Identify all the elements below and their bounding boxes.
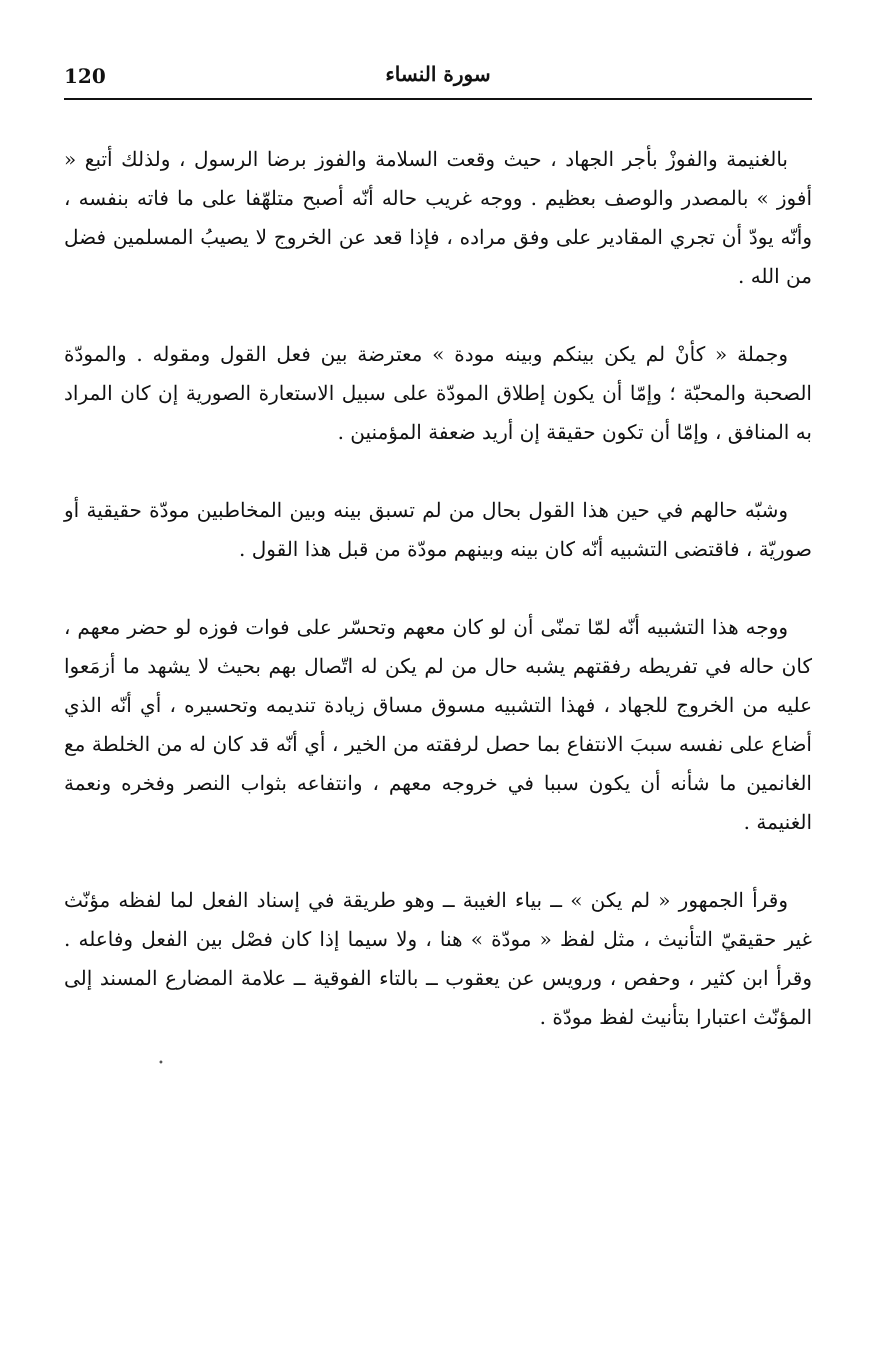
running-title: سورة النساء <box>385 62 491 86</box>
paragraph-3: وشبّه حالهم في حين هذا القول بحال من لم تسبق بينه وبين المخاطبين مودّة حقيقية أو صوريّة ، فاقتضى التشبيه أنّه كان بينه وبينهم مودّة من قبل هذا القول . <box>64 498 812 561</box>
page-header <box>64 58 812 98</box>
paragraph-1: بالغنيمة والفوزْ بأجر الجهاد ، حيث وقعت السلامة والفوز برضا الرسول ، ولذلك أتبع « أفوز » بالمصدر والوصف بعظيم . ووجه غريب حاله أنّه أصبح متلهّفا على ما فاته بنفسه ، وأنّه يودّ أن تجري المقادير على وفق مراده ، فإذا قعد عن الخروج لا يصيبُ المسلمين فضل من الله . <box>64 147 812 288</box>
paragraph-5: وقرأ الجمهور « لم يكن » ــ بياء الغيبة ــ وهو طريقة في إسناد الفعل لما لفظه مؤنّث غير حقيقيّ التأنيث ، مثل لفظ « مودّة » هنا ، ولا سيما إذا كان فصْل بين الفعل وفاعله . وقرأ ابن كثير ، وحفص ، ورويس عن يعقوب ــ بالتاء الفوقية ــ علامة المضارع المسند إلى المؤنّث اعتبارا بتأنيث لفظ مودّة . <box>64 888 812 1029</box>
page-number: 120 <box>64 64 106 88</box>
paragraph-4: ووجه هذا التشبيه أنّه لمّا تمنّى أن لو كان معهم وتحسّر على فوات فوزه لو حضر معهم ، كان حاله في تفريطه رفقتهم يشبه حال من لم يكن له اتّصال بهم بحيث لا يشهد ما أزمَعوا عليه من الخروج للجهاد ، فهذا التشبيه مسوق مساق زيادة تنديمه وتحسيره ، أي أنّه الذي أضاع على نفسه سببَ الانتفاع بما حصل لرفقته من الخير ، أي أنّه قد كان له من الخلطة مع الغانمين ما شأنه أن يكون سببا في خروجه معهم ، وانتفاعه بثواب النصر وفخره ونعمة الغنيمة . <box>64 615 812 834</box>
page-body <box>64 140 812 1037</box>
paragraph-2: وجملة « كأنْ لم يكن بينكم وبينه مودة » معترضة بين فعل القول ومقوله . والمودّة الصحبة والمحبّة ؛ وإمّا أن يكون إطلاق المودّة على سبيل الاستعارة الصورية إن كان المراد به المنافق ، وإمّا أن تكون حقيقة إن أريد ضعفة المؤمنين . <box>64 342 812 444</box>
header-divider <box>64 98 812 100</box>
ink-speck: • <box>158 1058 164 1069</box>
